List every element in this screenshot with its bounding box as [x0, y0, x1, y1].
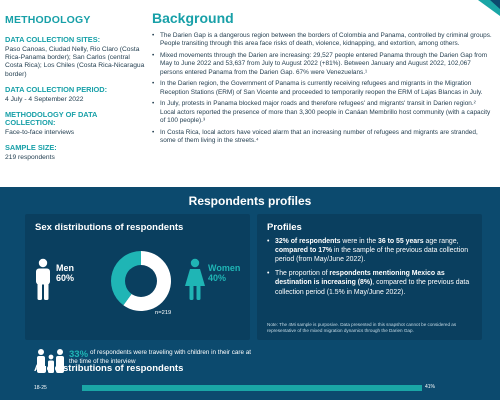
men-label — [56, 264, 74, 284]
women-label-text: Women — [208, 263, 241, 273]
profiles-list — [267, 237, 475, 302]
sites-label: DATA COLLECTION SITES: — [5, 35, 101, 44]
sex-panel-title: Sex distributions of respondents — [35, 222, 184, 233]
age-category-label: 18-25 — [34, 385, 47, 391]
background-bullet: • Mixed movements through the Darien are increasing: 29,527 people entered Panama through the Darien Gap from May to June 2022 and 53,637 from July to August 2022 (+81%). Between January and August 2022, 102,067 persons entered Panama from the Darien Gap. 67% were Venezuelans.¹ — [152, 52, 492, 77]
respondents-profiles-band — [0, 187, 500, 400]
profile-bullet-mexico: • The proportion of respondents mentioning Mexico as destination is increasing (8%), compared to the previous data collection period (1.5% in May/June 2022). — [267, 269, 475, 296]
men-label-text: Men — [56, 263, 74, 273]
period-label: DATA COLLECTION PERIOD: — [5, 85, 108, 95]
method-label: METHODOLOGY OF DATA COLLECTION: — [5, 109, 98, 128]
sex-distribution-panel — [25, 214, 250, 340]
sample-count: n=219 — [155, 310, 172, 316]
men-percent: 60% — [56, 272, 75, 283]
background-list — [152, 32, 492, 145]
age-row — [34, 384, 454, 394]
background-section — [152, 10, 492, 148]
age-bar — [82, 385, 422, 391]
sex-donut-chart — [109, 249, 173, 313]
profiles-panel-title: Profiles — [267, 222, 302, 233]
age-distribution-title: Age distributions of respondents — [34, 363, 184, 374]
sites-text: Paso Canoas, Ciudad Nelly, Rio Claro (Costa Rica-Panama border); San Carlos (central Costa Rica); Los Chiles (Costa Rica-Nicaragua border) — [5, 45, 145, 78]
method-block — [5, 111, 147, 137]
woman-icon — [183, 258, 207, 302]
profiles-panel — [257, 214, 482, 340]
profile-bullet-age: • 32% of respondents were in the 36 to 55 years age range, compared to 17% in the sample of the previous data collection period (from May/June 2022). — [267, 237, 475, 264]
children-text: of respondents were traveling with children in their care at the time of the interview — [69, 349, 252, 365]
man-icon — [33, 258, 53, 302]
sites-block — [5, 36, 147, 79]
sample-block — [5, 144, 147, 162]
sample-text: 219 respondents — [5, 153, 55, 161]
profiles-band-title: Respondents profiles — [188, 194, 312, 208]
background-bullet: • In Costa Rica, local actors have voiced alarm that an increasing number of refugees and migrants are stranded, some of them living in the streets.⁴ — [152, 129, 492, 146]
children-percent: 33% — [69, 349, 89, 360]
background-bullet: • In July, protests in Panama blocked major roads and therefore refugees' and migrants' transit in Darien region.² Local actors reported the presence of more than 3,300 people in Canáan Membrillo host community (with a capacity of 100 people).³ — [152, 100, 492, 125]
period-text: 4 July - 4 September 2022 — [5, 95, 84, 103]
methodology-column — [5, 14, 147, 169]
background-title: Background — [152, 10, 234, 26]
corner-decoration-dark — [490, 0, 500, 9]
age-value-label: 41% — [425, 384, 436, 390]
methodology-title: METHODOLOGY — [5, 14, 91, 26]
women-percent: 40% — [208, 272, 227, 283]
women-label — [208, 264, 240, 284]
background-bullet: • In the Darien region, the Government of Panama is currently receiving refugees and migrants in the Migration Reception Stations (ERM) of San Vicente and proceeded to temporarily reopen the ERM of Lajas Blancas in July. — [152, 80, 492, 97]
background-bullet: • The Darien Gap is a dangerous region between the borders of Colombia and Panama, controlled by criminal groups. People transiting through this area face risks of death, violence, kidnapping, and extortion, among others. — [152, 32, 492, 49]
sample-note: Note: The 4Mi sample is purposive. Data presented in this snapshot cannot be considered as representative of the mixed migration dynamics through the Darien Gap. — [267, 322, 457, 333]
method-text: Face-to-face interviews — [5, 128, 75, 136]
sample-label: SAMPLE SIZE: — [5, 143, 57, 153]
period-block — [5, 86, 147, 104]
